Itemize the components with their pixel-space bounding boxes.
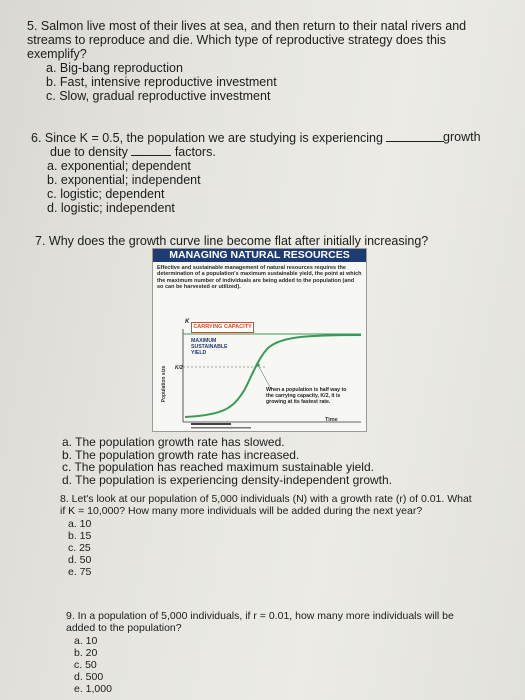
question-6-option-a: a. exponential; dependent [47,159,191,173]
question-7-option-c: c. The population has reached maximum sustainable yield. [62,460,374,475]
question-9-option-b: b. 20 [74,647,98,659]
question-6-stem-part2: due to density [50,145,128,159]
question-6-stem-part1: 6. Since K = 0.5, the population we are studying is experiencing [31,131,383,145]
question-5-option-c: c. Slow, gradual reproductive investment [46,89,271,103]
question-8-option-a: a. 10 [68,518,92,530]
k-half-label: K/2 [175,365,183,371]
question-6-stem-part3: factors. [174,145,216,159]
caption-smudge [191,423,231,425]
question-6 [31,130,501,215]
y-axis-label: Population size [161,365,167,403]
question-6-blank-2[interactable] [131,144,171,156]
k-label: K [185,319,190,325]
question-6-stem-end: growth [443,130,481,144]
figure-banner: MANAGING NATURAL RESOURCES [153,249,366,262]
question-8-option-c: c. 25 [68,542,91,554]
question-9-stem: 9. In a population of 5,000 individuals, if r = 0.01, how many more individuals will be added to the population? [66,610,454,634]
question-9-option-c: c. 50 [74,659,97,671]
x-axis-label: Time [325,417,338,423]
question-5-stem: 5. Salmon live most of their lives at sea, and then return to their natal rivers and streams to reproduce and die. Which type of reproductive strategy does this exemplify? [27,19,467,61]
question-5-option-b: b. Fast, intensive reproductive investment [46,75,277,89]
question-5 [27,19,497,103]
question-7-options [62,436,502,486]
half-way-note: When a population is half way to the carrying capacity, K/2, it is growing at its fastest rate. [266,387,347,405]
carrying-capacity-label: CARRYING CAPACITY [191,322,254,333]
note-pointer [258,365,271,389]
question-8-option-e: e. 75 [68,566,92,578]
question-7-option-d: d. The population is experiencing density-independent growth. [62,472,392,487]
question-8 [60,493,475,578]
max-sustainable-yield-label: MAXIMUM SUSTAINABLE YIELD [191,338,228,357]
question-8-option-d: d. 50 [68,554,92,566]
question-6-option-d: d. logistic; independent [47,201,175,215]
managing-resources-figure [152,248,367,432]
question-6-stem-line1 [31,130,501,144]
figure-description: Effective and sustainable management of natural resources requires the determination of a population's maximum sustainable yield, the point at which the maximum number of individuals are being added to the population (and so can be harvested or utilized). [157,265,362,291]
question-7-option-b: b. The population growth rate has increased. [62,447,300,462]
question-9 [66,610,471,695]
question-8-option-b: b. 15 [68,530,92,542]
question-6-option-c: c. logistic; dependent [47,187,165,201]
question-9-option-e: e. 1,000 [74,683,112,695]
question-7-option-a: a. The population growth rate has slowed. [62,435,285,449]
question-8-stem: 8. Let's look at our population of 5,000 individuals (N) with a growth rate (r) of 0.01. What if K = 10,000? How many more individuals will be added during the next year? [60,493,472,517]
caption-smudge-2 [191,427,251,429]
question-9-option-d: d. 500 [74,671,104,683]
question-5-option-a: a. Big-bang reproduction [46,61,183,75]
question-6-blank-1[interactable] [386,130,444,142]
question-6-option-b: b. exponential; independent [47,173,201,187]
question-7-stem: 7. Why does the growth curve line become flat after initially increasing? [35,234,429,248]
question-9-option-a: a. 10 [74,635,98,647]
